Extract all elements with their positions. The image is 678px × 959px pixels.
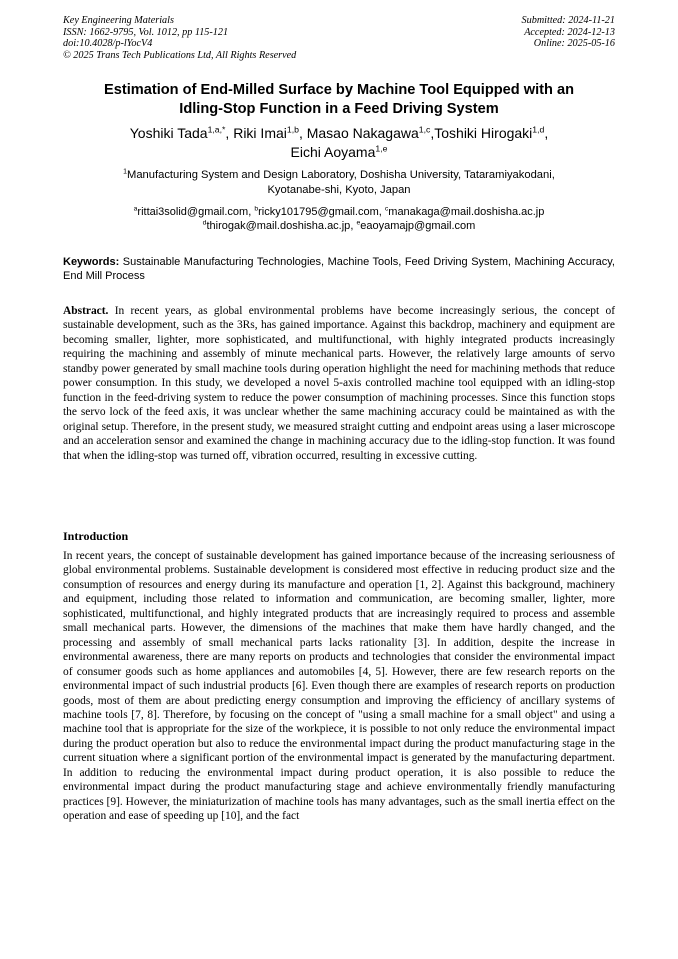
- keywords-label: Keywords:: [63, 256, 120, 268]
- affiliation-line-1: [60, 168, 618, 183]
- author-name: Eichi Aoyama: [290, 144, 376, 160]
- author-name: Masao Nakagawa: [306, 125, 419, 141]
- email-address[interactable]: manakaga@mail.doshisha.ac.jp: [388, 206, 545, 218]
- email-address[interactable]: eaoyamajp@gmail.com: [360, 220, 476, 233]
- email-address[interactable]: rittai3solid@gmail.com: [137, 206, 249, 218]
- author-affil-sup: 1,d: [532, 124, 545, 135]
- author-name: Yoshiki Tada: [129, 125, 208, 141]
- title-line-2: Idling-Stop Function in a Feed Driving System: [179, 101, 499, 117]
- keywords-text: Sustainable Manufacturing Technologies, Machine Tools, Feed Driving System, Machining Accuracy, End Mill Process: [63, 256, 615, 282]
- author-sep: ,: [544, 125, 549, 141]
- submitted-date: Submitted: 2024-11-21: [521, 15, 615, 26]
- author-affil-sup: 1,a,*: [207, 124, 226, 135]
- header-right: [522, 15, 615, 50]
- header-left: [63, 15, 296, 61]
- email-line-2: [40, 219, 638, 233]
- email-sep: ,: [248, 206, 255, 218]
- author-sep: ,: [298, 125, 307, 141]
- author-name: Toshiki Hirogaki: [434, 125, 533, 141]
- copyright-line: © 2025 Trans Tech Publications Ltd, All Rights Reserved: [63, 49, 297, 61]
- affiliation-text-1: Manufacturing System and Design Laboratory, Doshisha University, Tataramiyakodani,: [127, 169, 555, 181]
- abstract-block: [63, 304, 615, 463]
- email-address[interactable]: ricky101795@gmail.com: [258, 206, 379, 218]
- abstract-label: Abstract.: [63, 305, 109, 317]
- author-line-1: [40, 124, 638, 143]
- author-sep: ,: [225, 125, 234, 141]
- journal-name: Key Engineering Materials: [63, 15, 174, 26]
- accepted-date: Accepted: 2024-12-13: [524, 26, 615, 38]
- email-sup: e: [356, 219, 361, 227]
- author-list: [40, 124, 638, 162]
- doi-line: doi:10.4028/p-lYocV4: [63, 38, 153, 50]
- author-affil-sup: 1,b: [286, 124, 299, 135]
- email-line-1: [40, 205, 638, 219]
- title-line-1: Estimation of End-Milled Surface by Machine Tool Equipped with an: [104, 82, 574, 98]
- author-name: Riki Imai: [233, 125, 287, 141]
- email-address[interactable]: thirogak@mail.doshisha.ac.jp: [206, 220, 351, 233]
- email-sup: d: [202, 219, 207, 227]
- email-sep: ,: [350, 220, 357, 233]
- author-sep: ,: [430, 125, 435, 141]
- affiliation: [60, 168, 618, 197]
- abstract-text: In recent years, as global environmental problems have become increasingly serious, the concept of sustainable development, such as the 3Rs, has gained importance. Against this backdrop, machinery and equipment are becoming smaller, lighter, more sophisticated, and multifunctional, with highly integrated products increasingly requiring the machining and assembly of minute mechanical parts. However, the relatively large amounts of servo standby power generated by small machine tools during operation highlight the need for machining methods that reduce power consumption. In this study, we developed a novel 5-axis controlled machine tool equipped with an idling-stop function in the feed-driving system to reduce the power consumption of machining processes. Since this function stops the servo lock of the feed axis, it was unclear whether the same machining accuracy could be maintained as with the original setup. Therefore, in the present study, we measured straight cutting and endpoint areas using a laser microscope and an acceleration sensor and examined the change in machining accuracy due to the idling-stop function. It was found that when the idling-stop was turned off, vibration occurred, resulting in excessive cutting.: [63, 305, 615, 462]
- email-sup: a: [133, 205, 138, 213]
- email-sup: b: [254, 205, 259, 213]
- introduction-heading: Introduction: [63, 529, 129, 543]
- paper-title: [40, 81, 638, 119]
- author-affil-sup: 1,e: [375, 143, 388, 154]
- author-line-2: [40, 143, 638, 162]
- issn-line: ISSN: 1662-9795, Vol. 1012, pp 115-121: [63, 26, 229, 38]
- email-sup: c: [384, 205, 389, 213]
- email-list: [40, 205, 638, 234]
- online-date: Online: 2025-05-16: [533, 38, 615, 50]
- keywords-block: [63, 255, 615, 283]
- email-sep: ,: [378, 206, 385, 218]
- affiliation-line-2: Kyotanabe-shi, Kyoto, Japan: [267, 183, 411, 196]
- affiliation-sup: 1: [123, 168, 128, 176]
- author-affil-sup: 1,c: [418, 124, 431, 135]
- introduction-text: In recent years, the concept of sustainable development has gained importance because of the increasing seriousness of global environmental problems. Sustainable development is considered most effective in reducing product size and the consumption of resources and energy during its manufacture and operation [1, 2]. Against this background, machinery and equipment, including those related to information and communication, are becoming smaller, lighter, more sophisticated, multifunctional, and highly integrated products that are increasingly required to process and assemble small mechanical parts. However, the dimensions of the machines that make them have hardly changed, and the processing and assembly of small mechanical parts lacks rationality [3]. In addition, despite the increase in environmental awareness, there are many reports on products and technologies that consider the environmental impact of consumer goods such as home appliances and automobiles [4, 5]. However, there are few research reports on the environmental impact of such industrial products [6]. Even though there are examples of research reports on production goods, most of them are about predicting energy consumption and improving the efficiency of ancillary systems of machine tools [7, 8]. Therefore, by focusing on the concept of "using a small machine for a small object" and using a machine tool that is appropriate for the size of the workpiece, it is possible to not only reduce the environmental impact during the product operation but also to reduce the environmental impact during the product manufacturing stage in the current situation where a significant portion of the environmental impact is generated by the manufacturing department. In addition to reducing the environmental impact during product operation, it is also possible to reduce the environmental impact during the product manufacturing stage and achieve environmentally friendly manufacturing practices [9]. However, the miniaturization of machine tools has many advantages, such as the small inertia effect on the operation and ease of speeding up [10], and the fact: [63, 550, 615, 823]
